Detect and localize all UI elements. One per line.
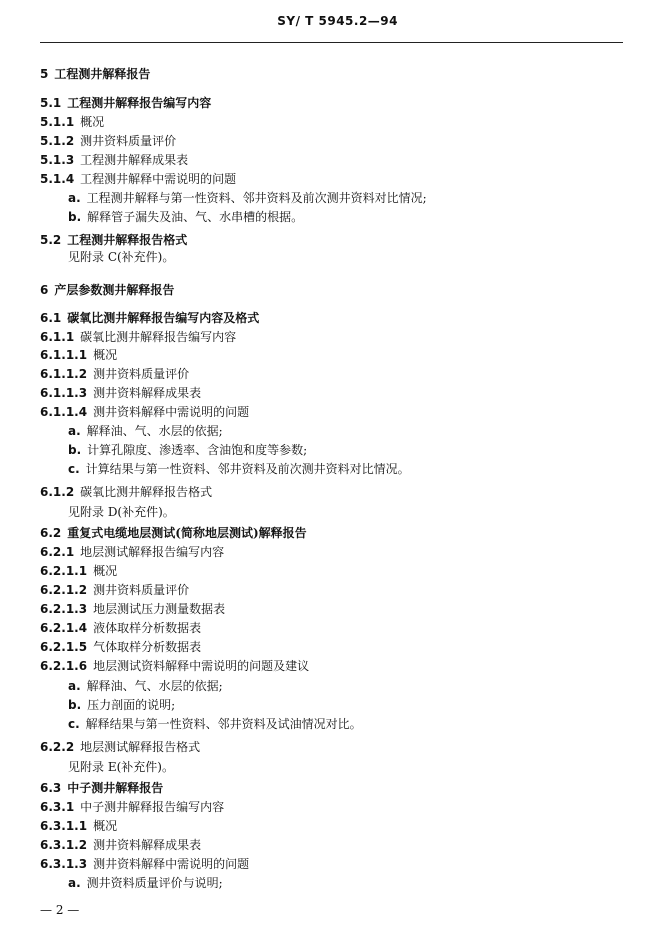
section-number: 6.2.1.3 [40, 602, 88, 616]
page-number: — 2 — [40, 903, 80, 917]
section-number: c. [68, 717, 80, 731]
section-text: 测井资料质量评价 [80, 134, 177, 148]
section-line [40, 781, 163, 795]
section-number: 6.3.1.2 [40, 838, 88, 852]
section-number: 6.2.1.4 [40, 621, 88, 635]
section-text: 工程测井解释报告 [54, 67, 151, 81]
standard-code-header: SY/ T 5945.2—94 [277, 14, 398, 28]
section-number: 5.1.3 [40, 153, 75, 167]
section-number: b. [68, 698, 82, 712]
section-line [40, 233, 187, 247]
section-number: 6.2.1.5 [40, 640, 88, 654]
section-number: 6 [40, 283, 49, 297]
section-number: 5.1 [40, 96, 62, 110]
list-item [68, 760, 174, 774]
list-item [68, 210, 303, 224]
section-text: 计算孔隙度、渗透率、含油饱和度等参数; [87, 443, 308, 457]
section-line [40, 640, 201, 654]
section-text: 解释油、气、水层的依据; [86, 679, 223, 693]
section-line [40, 740, 200, 754]
section-number: 5.1.1 [40, 115, 75, 129]
section-line [40, 545, 224, 559]
section-number: 6.2 [40, 526, 62, 540]
section-number: 6.1.1 [40, 330, 75, 344]
section-text: 地层测试压力测量数据表 [93, 602, 226, 616]
section-text: 见附录 E(补充件)。 [68, 760, 174, 774]
section-line [40, 564, 117, 578]
section-text: 计算结果与第一性资料、邻井资料及前次测井资料对比情况。 [85, 462, 410, 476]
section-text: 中子测井解释报告编写内容 [80, 800, 225, 814]
section-text: 工程测井解释与第一性资料、邻井资料及前次测井资料对比情况; [86, 191, 427, 205]
list-item [68, 462, 410, 476]
section-number: 6.1.1.4 [40, 405, 88, 419]
section-text: 工程测井解释成果表 [80, 153, 189, 167]
section-text: 概况 [80, 115, 105, 129]
section-text: 工程测井解释中需说明的问题 [80, 172, 237, 186]
section-number: 6.3.1 [40, 800, 75, 814]
section-number: c. [68, 462, 80, 476]
section-number: a. [68, 876, 81, 890]
section-text: 产层参数测井解释报告 [54, 283, 175, 297]
list-item [68, 698, 175, 712]
section-text: 测井资料解释中需说明的问题 [93, 857, 250, 871]
section-line [40, 348, 117, 362]
section-line [40, 485, 212, 499]
section-line [40, 134, 176, 148]
section-line [40, 838, 201, 852]
section-text: 测井资料解释成果表 [93, 838, 202, 852]
section-number: 6.2.2 [40, 740, 75, 754]
list-item [68, 443, 307, 457]
section-text: 解释管子漏失及油、气、水串槽的根据。 [87, 210, 304, 224]
section-number: 5 [40, 67, 49, 81]
list-item [68, 191, 427, 205]
section-line [40, 857, 249, 871]
section-number: 6.3.1.1 [40, 819, 88, 833]
section-text: 地层测试资料解释中需说明的问题及建议 [93, 659, 310, 673]
section-line [40, 659, 309, 673]
section-text: 测井资料解释成果表 [93, 386, 202, 400]
section-text: 概况 [93, 564, 118, 578]
section-number: 6.1.1.3 [40, 386, 88, 400]
section-text: 概况 [93, 348, 118, 362]
section-number: 5.2 [40, 233, 62, 247]
section-text: 测井资料质量评价 [93, 583, 190, 597]
section-number: 6.2.1.2 [40, 583, 88, 597]
section-text: 地层测试解释报告编写内容 [80, 545, 225, 559]
section-text: 解释油、气、水层的依据; [86, 424, 223, 438]
list-item [68, 679, 223, 693]
section-number: 6.2.1 [40, 545, 75, 559]
section-line [40, 172, 236, 186]
section-line [40, 367, 189, 381]
section-line [40, 621, 201, 635]
section-text: 地层测试解释报告格式 [80, 740, 201, 754]
section-text: 压力剖面的说明; [87, 698, 176, 712]
section-number: 6.2.1.1 [40, 564, 88, 578]
list-item [68, 717, 362, 731]
section-line [40, 602, 225, 616]
section-number: 6.3.1.3 [40, 857, 88, 871]
section-number: 6.1.1.2 [40, 367, 88, 381]
section-text: 见附录 C(补充件)。 [68, 250, 175, 264]
section-text: 测井资料质量评价与说明; [86, 876, 223, 890]
section-number: b. [68, 443, 82, 457]
header-rule [40, 42, 623, 43]
section-text: 液体取样分析数据表 [93, 621, 202, 635]
section-line [40, 283, 174, 297]
section-text: 中子测井解释报告 [67, 781, 164, 795]
section-text: 碳氧比测井解释报告格式 [80, 485, 213, 499]
section-line [40, 153, 188, 167]
section-text: 气体取样分析数据表 [93, 640, 202, 654]
section-line [40, 800, 224, 814]
section-line [40, 67, 150, 81]
section-text: 碳氧比测井解释报告编写内容 [80, 330, 237, 344]
section-text: 重复式电缆地层测试(简称地层测试)解释报告 [67, 526, 307, 540]
section-number: 6.1.1.1 [40, 348, 88, 362]
section-line [40, 330, 236, 344]
section-text: 见附录 D(补充件)。 [68, 505, 175, 519]
section-number: 6.1.2 [40, 485, 75, 499]
section-number: 6.1 [40, 311, 62, 325]
section-line [40, 96, 211, 110]
section-number: a. [68, 424, 81, 438]
section-text: 碳氧比测井解释报告编写内容及格式 [67, 311, 260, 325]
section-text: 工程测井解释报告格式 [67, 233, 188, 247]
section-number: 5.1.2 [40, 134, 75, 148]
section-line [40, 405, 249, 419]
section-line [40, 583, 189, 597]
section-line [40, 819, 117, 833]
section-text: 工程测井解释报告编写内容 [67, 96, 212, 110]
section-text: 测井资料解释中需说明的问题 [93, 405, 250, 419]
section-line [40, 386, 201, 400]
section-number: a. [68, 191, 81, 205]
section-text: 测井资料质量评价 [93, 367, 190, 381]
section-line [40, 526, 307, 540]
section-text: 解释结果与第一性资料、邻井资料及试油情况对比。 [85, 717, 362, 731]
section-number: b. [68, 210, 82, 224]
list-item [68, 250, 174, 264]
list-item [68, 876, 223, 890]
section-number: 6.2.1.6 [40, 659, 88, 673]
list-item [68, 424, 223, 438]
section-text: 概况 [93, 819, 118, 833]
section-number: 6.3 [40, 781, 62, 795]
section-line [40, 311, 259, 325]
section-number: 5.1.4 [40, 172, 75, 186]
section-line [40, 115, 104, 129]
list-item [68, 505, 175, 519]
section-number: a. [68, 679, 81, 693]
